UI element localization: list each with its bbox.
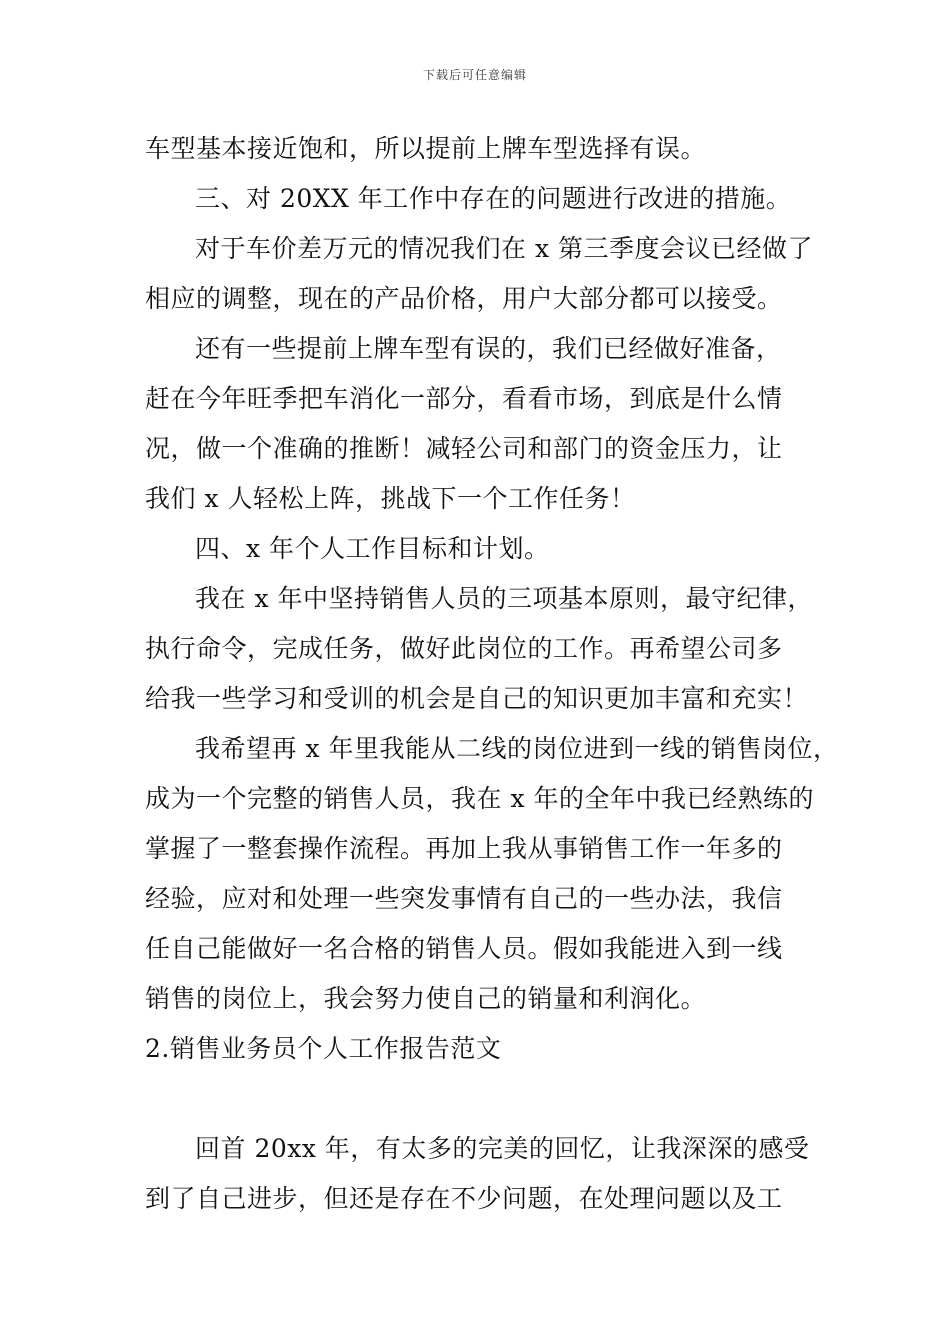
text-line: 成为一个完整的销售人员，我在 x 年的全年中我已经熟练的: [145, 784, 814, 813]
text-line: 执行命令，完成任务，做好此岗位的工作。再希望公司多: [145, 634, 783, 663]
text-line: 经验，应对和处理一些突发事情有自己的一些办法，我信: [145, 884, 783, 913]
section-heading: 四、x 年个人工作目标和计划。: [195, 534, 550, 563]
text-line: 到了自己进步，但还是存在不少问题，在处理问题以及工: [145, 1184, 783, 1213]
text-line: 掌握了一整套操作流程。再加上我从事销售工作一年多的: [145, 834, 783, 863]
text-line: 销售的岗位上，我会努力使自己的销量和利润化。: [145, 984, 707, 1013]
text-line: 还有一些提前上牌车型有误的，我们已经做好准备，: [195, 334, 782, 363]
text-line: 况，做一个准确的推断！减轻公司和部门的资金压力，让: [145, 434, 783, 463]
text-line: 赶在今年旺季把车消化一部分，看看市场，到底是什么情: [145, 384, 783, 413]
page-header: 下载后可任意编辑: [422, 68, 527, 82]
article-title: 2.销售业务员个人工作报告范文: [145, 1034, 502, 1063]
text-line: 任自己能做好一名合格的销售人员。假如我能进入到一线: [145, 934, 783, 963]
text-line: 相应的调整，现在的产品价格，用户大部分都可以接受。: [145, 284, 783, 313]
text-line: 我希望再 x 年里我能从二线的岗位进到一线的销售岗位，: [195, 734, 839, 763]
text-line: 我在 x 年中坚持销售人员的三项基本原则，最守纪律，: [195, 584, 813, 613]
text-line: 给我一些学习和受训的机会是自己的知识更加丰富和充实！: [145, 684, 809, 713]
text-line: 车型基本接近饱和，所以提前上牌车型选择有误。: [145, 134, 707, 163]
text-line: 对于车价差万元的情况我们在 x 第三季度会议已经做了: [195, 234, 813, 263]
text-line: 我们 x 人轻松上阵，挑战下一个工作任务！: [145, 484, 636, 513]
section-heading: 三、对 20XX 年工作中存在的问题进行改进的措施。: [195, 184, 792, 213]
text-line: 回首 20xx 年，有太多的完美的回忆，让我深深的感受: [195, 1134, 810, 1163]
